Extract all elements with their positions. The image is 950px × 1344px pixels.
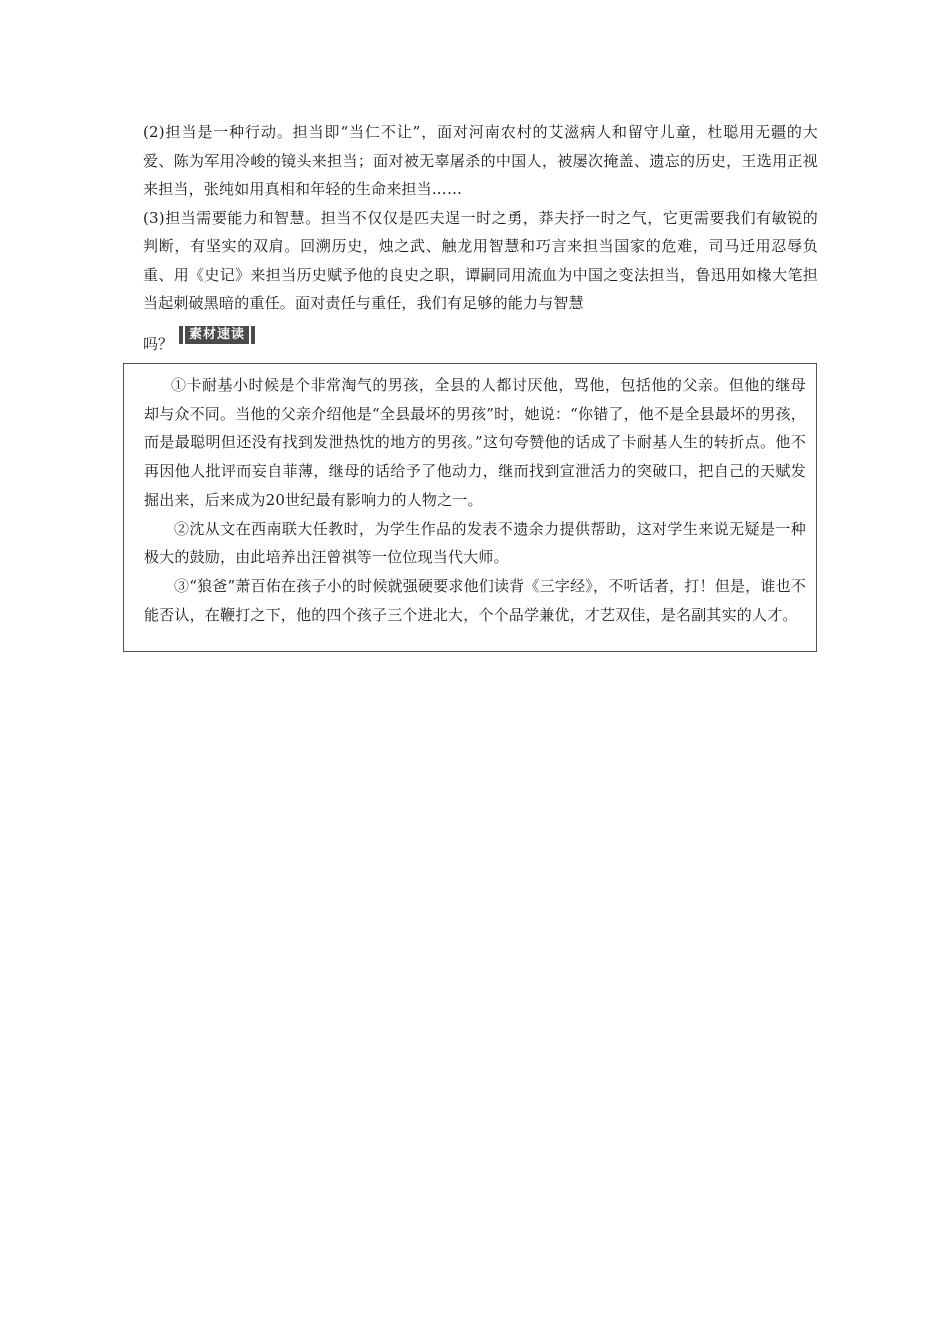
paragraph-ability: (3)担当需要能力和智慧。担当不仅仅是匹夫逞一时之勇，莽夫抒一时之气，它更需要我们有敏锐的判断，有坚实的双肩。回溯历史，烛之武、触龙用智慧和巧言来担当国家的危难，司马迁用忍辱负重、用《史记》来担当历史赋予他的良史之职，谭嗣同用流血为中国之变法担当，鲁迅用如椽大笔担当起刺破黑暗的重任。面对责任与重任，我们有足够的能力与智慧 [143,208,818,312]
paragraph-action: (2)担当是一种行动。担当即“当仁不让”，面对河南农村的艾滋病人和留守儿童，杜聪用无疆的大爱、陈为军用冷峻的镜头来担当；面对被无辜屠杀的中国人，被屡次掩盖、遗忘的历史，王选用正视来担当，张纯如用真相和年轻的生命来担当…… [143,123,818,198]
materials-box [123,363,817,652]
material-item-shen-congwen: ②沈从文在西南联大任教时，为学生作品的发表不遗余力提供帮助，这对学生来说无疑是一种极大的鼓励，由此培养出汪曾祺等一位位现当代大师。 [144,519,806,567]
label-left-bar-icon [179,326,183,344]
material-item-carnegie: ①卡耐基小时候是个非常淘气的男孩，全县的人都讨厌他，骂他，包括他的父亲。但他的继母却与众不同。当他的父亲介绍他是“全县最坏的男孩”时，她说：“你错了，他不是全县最坏的男孩，而是最聪明但还没有找到发泄热忱的地方的男孩。”这句夸赞他的话成了卡耐基人生的转折点。他不再因他人批评而妄自菲薄，继母的话给予了他动力，继而找到宣泄活力的突破口，把自己的天赋发掘出来，后来成为20世纪最有影响力的人物之一。 [144,376,807,509]
argument-section [143,118,818,354]
section-label: 素材速读 [185,326,249,344]
section-label-badge [179,326,255,344]
material-item-wolf-dad: ③“狼爸”萧百佑在孩子小的时候就强硬要求他们读背《三字经》，不听话者，打！但是，谁也不能否认，在鞭打之下，他的四个孩子三个进北大，个个品学兼优，才艺双佳，是名副其实的人才。 [144,576,806,624]
paragraph-tail-line [143,320,818,354]
paragraph-tail: 吗？ [143,334,174,353]
label-right-bar-icon [251,326,255,344]
